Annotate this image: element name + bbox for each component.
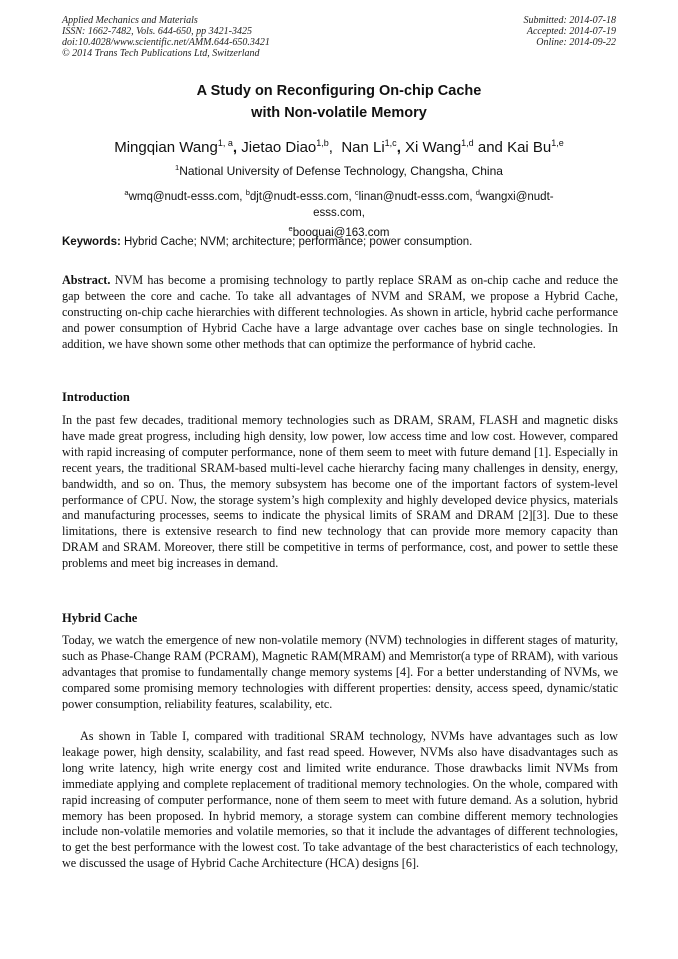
author-superscript: 1,d xyxy=(461,138,474,148)
title-line-2: with Non-volatile Memory xyxy=(251,105,427,121)
author-superscript: 1,b xyxy=(316,138,329,148)
email-address: booquai@163.com xyxy=(292,226,390,239)
accepted-date: Accepted: 2014-07-19 xyxy=(526,26,616,37)
doi-line: doi:10.4028/www.scientific.net/AMM.644-650.3421 xyxy=(62,37,270,48)
email-superscript: e xyxy=(288,223,293,233)
affiliation-superscript: 1 xyxy=(175,163,180,172)
submitted-date: Submitted: 2014-07-18 xyxy=(523,15,616,26)
keywords-text: Hybrid Cache; NVM; architecture; performance; power consumption. xyxy=(124,236,473,248)
author-list: Mingqian Wang$^{1, a}$, Jietao Diao$^{1,b}$, Nan Li$^{1,c}$, Xi Wang$^{1,d}$ and Kai Bu$^{1,e}$ xyxy=(114,138,564,156)
author-superscript: 1, a xyxy=(217,138,233,148)
email-address: wmq@nudt-esss.com xyxy=(128,190,240,203)
title-line-1: A Study on Reconfiguring On-chip Cache xyxy=(196,83,482,99)
author-name: Nan Li xyxy=(341,139,385,156)
copyright-line: © 2014 Trans Tech Publications Ltd, Switzerland xyxy=(62,48,260,59)
email-superscript: c xyxy=(354,188,359,197)
email-list: $^a$wmq@nudt-esss.com, $^b$djt@nudt-esss.com, $^c$linan@nudt-esss.com, $^d$wangxi@nudt-esss.com, $^e$booquai@163.com xyxy=(124,188,554,239)
author-name: Mingqian Wang xyxy=(114,139,218,156)
abstract xyxy=(62,273,618,353)
online-date: Online: 2014-09-22 xyxy=(536,37,616,48)
abstract-label: Abstract. xyxy=(62,273,111,287)
journal-name: Applied Mechanics and Materials xyxy=(62,15,198,26)
email-superscript: a xyxy=(124,188,129,197)
journal-header-right xyxy=(524,15,617,48)
author-superscript: 1,e xyxy=(551,138,564,148)
keywords xyxy=(62,236,618,248)
journal-header-left xyxy=(62,15,270,59)
author-name: Jietao Diao xyxy=(241,139,317,156)
email-address: wangxi@nudt-esss.com xyxy=(313,190,554,219)
author-name: Kai Bu xyxy=(507,139,552,156)
section-heading-introduction: Introduction xyxy=(62,390,130,404)
paper-title xyxy=(0,80,678,124)
section-heading-hybrid-cache: Hybrid Cache xyxy=(62,611,138,625)
affiliation-text: National University of Defense Technology, Changsha, China xyxy=(179,164,503,178)
introduction-paragraph: In the past few decades, traditional memory technologies such as DRAM, SRAM, FLASH and magnetic disks have made great progress, including high density, low power, low access time and low cost. However, compared with rapid increasing of computer performance, none of them seem to meet with future demand [1]. Especially in recent years, the traditional SRAM-based multi-level cache hierarchy facing many challenges in density, energy, bandwidth, and so on. Thus, the memory subsystem has become one of the important factors of system-level performance of CPU. Now, the storage system’s high complexity and highly developed device physics, materials and manufacturing processes, seems to indicate the physical limits of SRAM and DRAM [2][3]. Due to these limitations, there is extensive research to find new technology that can provide more memory capacity than DRAM and SRAM. Moreover, there still be competitive in terms of performance, cost, and power to settle these problems and meet big increases in demand. xyxy=(62,413,618,571)
email-superscript: b xyxy=(245,188,250,197)
abstract-text: NVM has become a promising technology to partly replace SRAM as on-chip cache and reduce the gap between the core and cache. To take all advantages of NVM and SRAM, we propose a Hybrid Cache, constructing on-chip cache hierarchies with different technologies. As shown in article, hybrid cache performance and power consumption of Hybrid Cache have a large advantage over caches base on single technologies. In addition, we have shown some other methods that can optimize the performance of hybrid cache. xyxy=(62,273,619,351)
email-address: djt@nudt-esss.com xyxy=(249,190,349,203)
keywords-label: Keywords: xyxy=(62,236,121,248)
issn-line: ISSN: 1662-7482, Vols. 644-650, pp 3421-3425 xyxy=(62,26,252,37)
affiliation xyxy=(0,163,678,178)
author-superscript: 1,c xyxy=(384,138,397,148)
email-address: linan@nudt-esss.com xyxy=(358,190,470,203)
hybrid-cache-paragraph-2: As shown in Table I, compared with traditional SRAM technology, NVMs have advantages such as low leakage power, high density, scalability, and fast read speed. However, NVMs also have disadvantages such as long write latency, high write energy cost and limited write endurance. Those drawbacks limit NVMs from immediate applying and complete replacement of traditional memory technologies. On the whole, compared with rapid increasing of computer performance, none of them seem to meet with future demand. As a solution, hybrid memory has been proposed. In hybrid memory, a storage system can combine different memory technologies include non-volatile memories and volatile memories, so that it include the advantages of different technologies, to get the best performance with the lowest cost. To take advantage of the best characteristics of each technology, we discussed the usage of Hybrid Cache Architecture (HCA) designs [6]. xyxy=(62,729,618,871)
hybrid-cache-paragraph-1: Today, we watch the emergence of new non-volatile memory (NVM) technologies in different stages of maturity, such as Phase-Change RAM (PCRAM), Magnetic RAM(MRAM) and Memristor(a type of RRAM), with various advantages that promise to fundamentally change memory systems [4]. For a better understanding of NVMs, we compared some promising memory technologies with different properties: density, access speed, dynamic/static power consumption, reliability features, scalability, etc. xyxy=(62,633,618,711)
email-superscript: d xyxy=(475,188,480,197)
author-name: Xi Wang xyxy=(405,139,462,156)
